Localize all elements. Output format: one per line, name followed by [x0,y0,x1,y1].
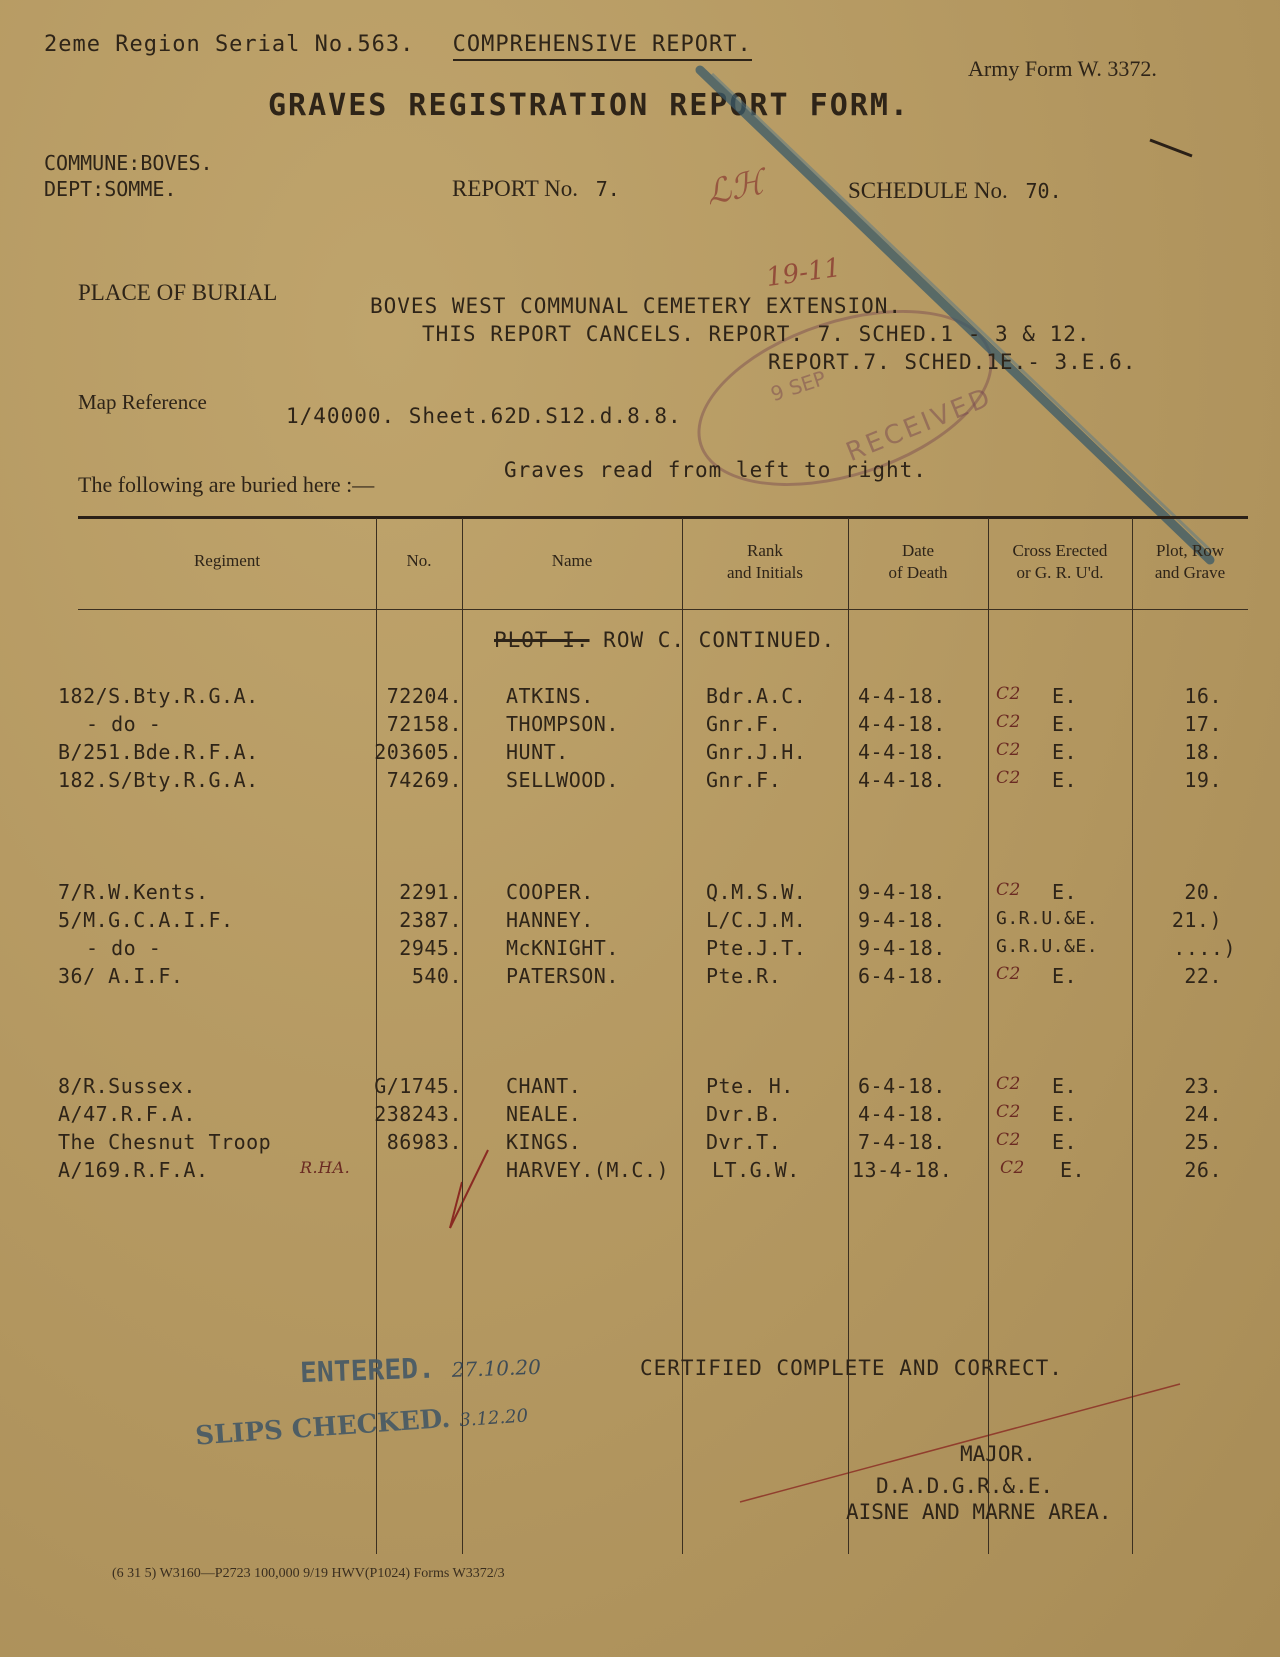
cell-cross: G.R.U.&E. [996,908,1099,929]
col-divider [848,518,849,1554]
cell-date: 4-4-18. [858,712,946,736]
cell-rank: Pte.R. [706,964,782,988]
plot-heading-text: ROW C. CONTINUED. [603,628,836,652]
col-divider [988,518,989,1554]
cell-no: 72158. [386,712,462,736]
cell-cross-mark: C2 [1000,1158,1025,1178]
col-header-rank [682,540,848,584]
cell-cross: E. [1052,768,1078,792]
col-header-date-line2: of Death [888,563,948,582]
cell-no: 203605. [374,740,462,764]
cell-name: HARVEY.(M.C.) [506,1158,670,1182]
burial-cemetery: BOVES WEST COMMUNAL CEMETERY EXTENSION. [370,294,903,318]
cell-no: 2291. [399,880,462,904]
cell-date: 4-4-18. [858,684,946,708]
col-header-cross-line2: or G. R. U'd. [1016,563,1104,582]
cell-no: 238243. [374,1102,462,1126]
cell-date: 4-4-18. [858,768,946,792]
cell-grave: 18. [1184,740,1222,764]
cell-name: KINGS. [506,1130,582,1154]
rha-annotation: R.HA. [300,1158,351,1177]
printer-imprint: (6 31 5) W3160—P2723 100,000 9/19 HWV(P1024) Forms W3372/3 [112,1566,505,1581]
cell-no: 74269. [386,768,462,792]
cell-name: SELLWOOD. [506,768,619,792]
pencil-scribble: ℒℋ [702,162,768,214]
col-divider [682,518,683,1554]
cell-name: COOPER. [506,880,594,904]
received-stamp-text: RECEIVED [842,382,997,468]
map-reference-value: 1/40000. Sheet.62D.S12.d.8.8. [286,404,682,428]
table-row [0,1158,1280,1186]
cell-cross: G.R.U.&E. [996,936,1099,957]
cell-rank: L/C.J.M. [706,908,807,932]
table-row [0,684,1280,712]
cell-cross-mark: C2 [996,684,1021,704]
col-header-plot-line1: Plot, Row [1155,541,1225,560]
commune: COMMUNE:BOVES. [44,151,213,175]
cell-grave: 20. [1184,880,1222,904]
table-row [0,1130,1280,1158]
cell-name: McKNIGHT. [506,936,619,960]
cell-regiment: 182.S/Bty.R.G.A. [58,768,259,792]
cell-date: 6-4-18. [858,1074,946,1098]
cell-no: 540. [411,964,462,988]
table-row [0,936,1280,964]
cell-rank: LT.G.W. [712,1158,800,1182]
report-number-label: REPORT No. [452,176,578,201]
schedule-number-value: 70. [1025,179,1062,203]
report-type: COMPREHENSIVE REPORT. [453,32,752,61]
cell-rank: Dvr.B. [706,1102,782,1126]
cell-no: 86983. [386,1130,462,1154]
cell-regiment: - do - [86,936,162,960]
signatory-office: D.A.D.G.R.&.E. [876,1474,1054,1498]
cell-grave: 25. [1184,1130,1222,1154]
cell-cross: E. [1052,964,1078,988]
cell-no: G/1745. [374,1074,462,1098]
cell-grave: ....) [1173,936,1236,960]
cell-cross-mark: C2 [996,768,1021,788]
cell-cross: E. [1052,880,1078,904]
col-header-rank-line2: and Initials [726,563,803,582]
cell-grave: 21.) [1171,908,1222,932]
cell-cross-mark: C2 [996,1074,1021,1094]
cell-regiment: The Chesnut Troop [58,1130,272,1154]
cell-regiment: A/47.R.F.A. [58,1102,196,1126]
serial-number: 2eme Region Serial No.563. [44,32,415,57]
cell-cross-mark: C2 [996,712,1021,732]
cell-rank: Q.M.S.W. [706,880,807,904]
cell-rank: Dvr.T. [706,1130,782,1154]
graves-read-note: Graves read from left to right. [504,458,927,482]
cell-date: 4-4-18. [858,1102,946,1126]
slips-checked-date: 3.12.20 [458,1405,529,1432]
col-divider [462,518,463,1554]
col-header-regiment: Regiment [193,551,261,570]
cell-regiment: 7/R.W.Kents. [58,880,209,904]
cell-rank: Gnr.J.H. [706,740,807,764]
col-header-no: No. [406,551,432,570]
cell-regiment: 5/M.G.C.A.I.F. [58,908,234,932]
cell-date: 13-4-18. [852,1158,953,1182]
form-title: GRAVES REGISTRATION REPORT FORM. [268,88,910,123]
cell-date: 6-4-18. [858,964,946,988]
burial-cancels-2: REPORT.7. SCHED.1E.- 3.E.6. [768,350,1137,374]
col-header-date-line1: Date [901,541,935,560]
cell-name: HANNEY. [506,908,594,932]
table-row [0,880,1280,908]
entered-date: 27.10.20 [451,1354,542,1382]
table-row [0,768,1280,796]
cell-name: PATERSON. [506,964,619,988]
handwritten-date: 19-11 [764,252,843,294]
cell-rank: Pte. H. [706,1074,794,1098]
col-divider [376,518,377,1554]
table-row [0,908,1280,936]
cell-grave: 17. [1184,712,1222,736]
map-reference-label: Map Reference [78,390,207,414]
col-divider [1132,518,1133,1554]
cell-grave: 24. [1184,1102,1222,1126]
signatory-area: AISNE AND MARNE AREA. [846,1500,1112,1524]
cell-no: 72204. [386,684,462,708]
cell-regiment: 182/S.Bty.R.G.A. [58,684,259,708]
cell-rank: Pte.J.T. [706,936,807,960]
cell-rank: Gnr.F. [706,768,782,792]
schedule-number-label: SCHEDULE No. [848,178,1008,203]
col-header-plot-line2: and Grave [1154,563,1226,582]
cell-regiment: A/169.R.F.A. [58,1158,209,1182]
cell-cross-mark: C2 [996,1130,1021,1150]
cell-grave: 16. [1184,684,1222,708]
cell-no: 2945. [399,936,462,960]
cell-grave: 26. [1184,1158,1222,1182]
cell-cross: E. [1052,1130,1078,1154]
cell-name: HUNT. [506,740,569,764]
col-header-date [848,540,988,584]
cell-rank: Gnr.F. [706,712,782,736]
col-header-cross-line1: Cross Erected [1012,541,1108,560]
cell-name: NEALE. [506,1102,582,1126]
cell-date: 9-4-18. [858,880,946,904]
department: DEPT:SOMME. [44,177,177,201]
received-stamp-date: 9 SEP [767,365,829,407]
cell-cross: E. [1052,1074,1078,1098]
cell-date: 9-4-18. [858,908,946,932]
cell-cross-mark: C2 [996,880,1021,900]
cell-name: CHANT. [506,1074,582,1098]
cell-regiment: 36/ A.I.F. [58,964,184,988]
plot-heading-struck: PLOT I. [494,628,590,652]
cell-cross-mark: C2 [996,1102,1021,1122]
cell-regiment: - do - [86,712,162,736]
table-row [0,1102,1280,1130]
col-header-plot [1132,540,1248,584]
cell-grave: 19. [1184,768,1222,792]
signatory-rank: MAJOR. [960,1442,1036,1466]
cell-date: 9-4-18. [858,936,946,960]
cell-cross: E. [1052,712,1078,736]
report-number-value: 7. [595,177,620,201]
cell-regiment: B/251.Bde.R.F.A. [58,740,259,764]
army-form-number: Army Form W. 3372. [968,56,1157,81]
cell-no: 2387. [399,908,462,932]
table-top-rule [78,516,1248,519]
col-header-name: Name [551,551,593,570]
cell-cross-mark: C2 [996,964,1021,984]
table-header-rule [78,609,1248,610]
burial-cancels: THIS REPORT CANCELS. REPORT. 7. SCHED.1 - 3 & 12. [422,322,1091,346]
place-of-burial-label: PLACE OF BURIAL [78,280,278,305]
col-header-rank-line1: Rank [747,541,783,560]
certification: CERTIFIED COMPLETE AND CORRECT. [640,1356,1063,1380]
table-row [0,964,1280,992]
cell-cross: E. [1052,1102,1078,1126]
table-row [0,1074,1280,1102]
plot-heading [494,628,835,652]
cell-rank: Bdr.A.C. [706,684,807,708]
cell-name: ATKINS. [506,684,594,708]
cell-grave: 23. [1184,1074,1222,1098]
cell-name: THOMPSON. [506,712,619,736]
cell-cross: E. [1060,1158,1086,1182]
cell-cross: E. [1052,684,1078,708]
slips-checked-text: SLIPS CHECKED. [194,1403,452,1452]
cell-cross-mark: C2 [996,740,1021,760]
entered-stamp-text: ENTERED. [299,1351,436,1390]
cell-date: 4-4-18. [858,740,946,764]
cell-date: 7-4-18. [858,1130,946,1154]
cell-regiment: 8/R.Sussex. [58,1074,196,1098]
table-row [0,712,1280,740]
cell-cross: E. [1052,740,1078,764]
cell-grave: 22. [1184,964,1222,988]
table-row [0,740,1280,768]
buried-here-label: The following are buried here :— [78,472,375,497]
col-header-cross [988,540,1132,584]
